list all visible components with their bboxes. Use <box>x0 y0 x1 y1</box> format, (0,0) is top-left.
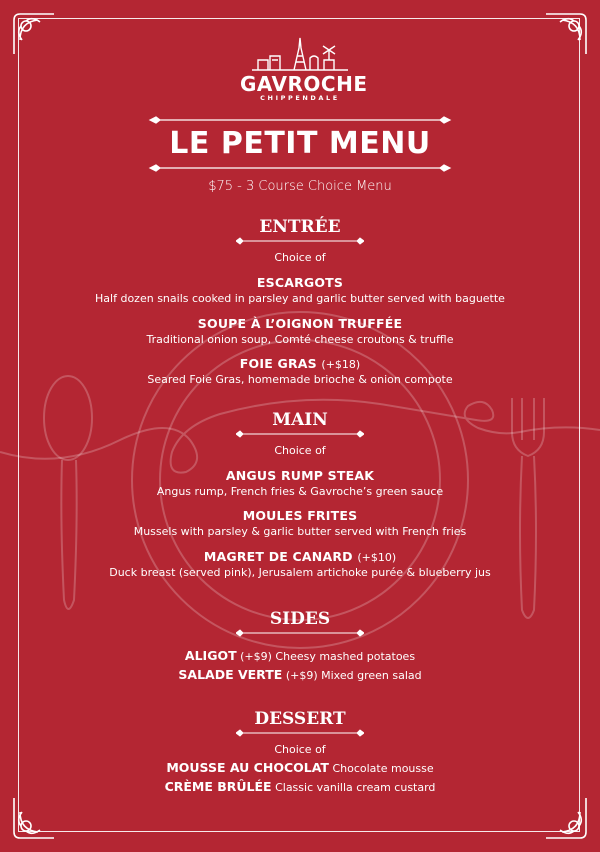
menu-item-description: Mussels with parsley & garlic butter served with French fries <box>133 525 467 538</box>
menu-item-name: MOULES FRITES <box>242 508 358 523</box>
side-item-description: Mixed green salad <box>321 669 422 682</box>
ornamental-divider-icon <box>236 629 364 637</box>
menu-item-name: ANGUS RUMP STEAK <box>225 468 375 483</box>
menu-item-description: Angus rump, French fries & Gavroche’s green sauce <box>156 485 444 498</box>
price-supplement: (+$18) <box>321 358 361 371</box>
menu-item-name: ESCARGOTS <box>256 275 344 290</box>
price-supplement: (+$10) <box>357 551 397 564</box>
menu-subtitle: $75 - 3 Course Choice Menu <box>208 179 392 194</box>
dessert-item-description: Classic vanilla cream custard <box>275 781 436 794</box>
choice-label: Choice of <box>274 251 326 264</box>
ornamental-divider-icon <box>236 237 364 245</box>
paris-skyline-icon <box>250 36 350 72</box>
ornamental-corner-icon <box>542 794 590 842</box>
brand-logo <box>240 36 368 108</box>
choice-label: Choice of <box>274 444 326 457</box>
section-heading-main: MAIN <box>272 410 328 430</box>
side-item-name: ALIGOT <box>184 648 237 663</box>
price-supplement: (+$9) <box>285 669 318 682</box>
price-supplement: (+$9) <box>240 650 272 663</box>
side-item-name: SALADE VERTE <box>178 667 283 682</box>
dessert-item-name: CRÈME BRÛLÉE <box>164 779 272 794</box>
ornamental-corner-icon <box>542 10 590 58</box>
section-heading-dessert: DESSERT <box>254 709 346 729</box>
dessert-item <box>0 759 600 778</box>
menu-item-name: SOUPE À L’OIGNON TRUFFÉE <box>197 316 403 331</box>
ornamental-divider-icon <box>236 729 364 737</box>
menu-item-name: FOIE GRAS (+$18) <box>239 356 361 371</box>
menu-item-name: MAGRET DE CANARD (+$10) <box>203 549 397 564</box>
menu-item-description: Duck breast (served pink), Jerusalem artichoke purée & blueberry jus <box>109 566 491 579</box>
section-heading-sides: SIDES <box>269 609 331 629</box>
choice-label: Choice of <box>274 743 326 756</box>
menu-item-description: Traditional onion soup, Comté cheese croutons & truffle <box>146 333 454 346</box>
title-band <box>148 114 452 174</box>
section-heading-entree: ENTRÉE <box>259 217 341 237</box>
ornamental-divider-icon <box>236 430 364 438</box>
dessert-item-name: MOUSSE AU CHOCOLAT <box>166 760 329 775</box>
ornamental-corner-icon <box>10 10 58 58</box>
page-title: LE PETIT MENU <box>169 126 431 161</box>
brand-subname: CHIPPENDALE <box>260 94 340 102</box>
side-item-description: Cheesy mashed potatoes <box>275 650 416 663</box>
brand-name: GAVROCHE <box>240 72 368 96</box>
side-item <box>0 647 600 666</box>
dessert-item <box>0 778 600 797</box>
menu-item-description: Half dozen snails cooked in parsley and garlic butter served with baguette <box>95 292 505 305</box>
dessert-item-description: Chocolate mousse <box>332 762 434 775</box>
ornamental-corner-icon <box>10 794 58 842</box>
side-item <box>0 666 600 685</box>
menu-item-description: Seared Foie Gras, homemade brioche & onion compote <box>147 373 453 386</box>
